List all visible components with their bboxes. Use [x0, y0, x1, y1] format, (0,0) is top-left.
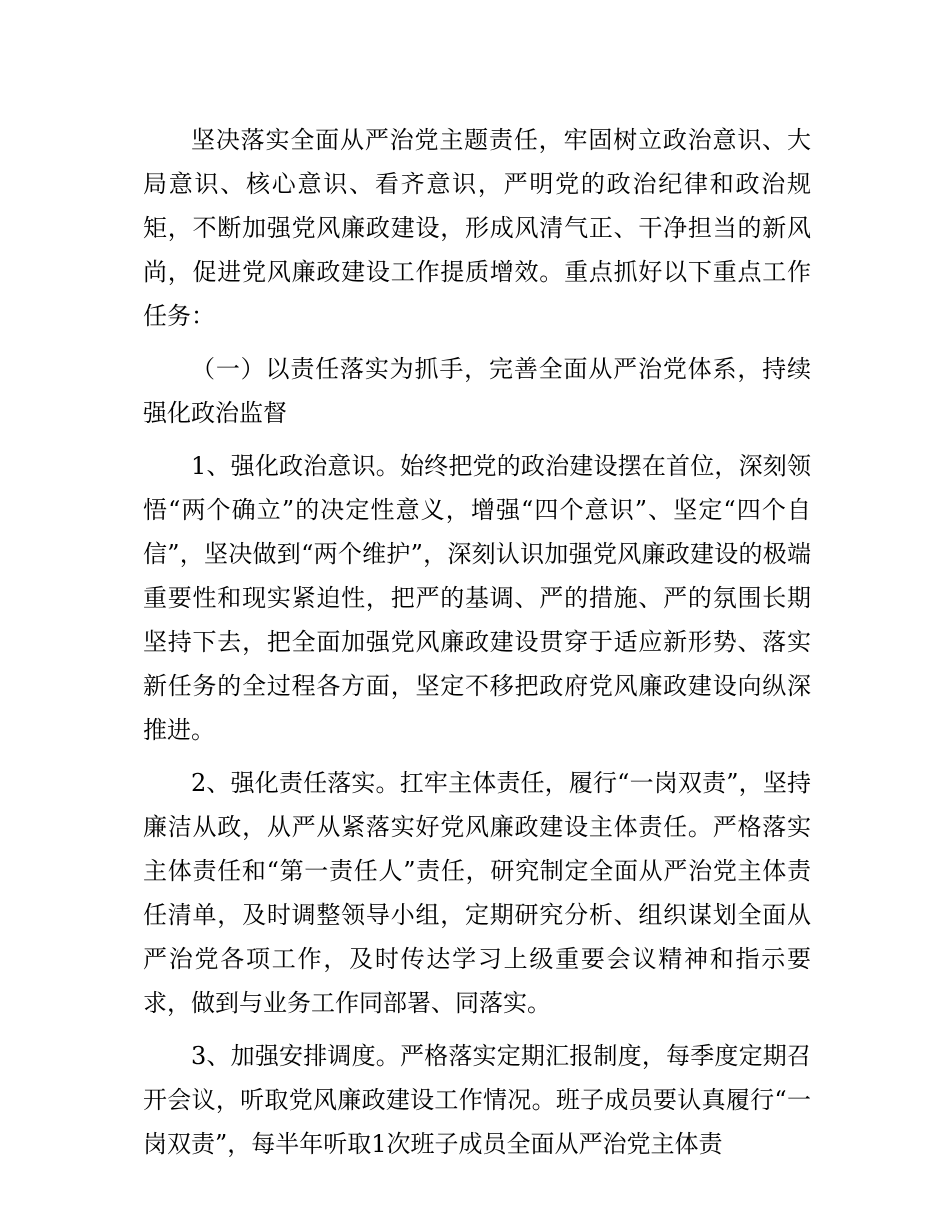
item-1-paragraph: 1、强化政治意识。始终把党的政治建设摆在首位，深刻领悟“两个确立”的决定性意义，增强“四个意识”、坚定“四个自信”，坚决做到“两个维护”，深刻认识加强党风廉政建设的极端重要性和现实紧迫性，把严的基调、严的措施、严的氛围长期坚持下去，把全面加强党风廉政建设贯穿于适应新形势、落实新任务的全过程各方面，坚定不移把政府党风廉政建设向纵深推进。 — [143, 452, 811, 744]
intro-paragraph: 坚决落实全面从严治党主题责任，牢固树立政治意识、大局意识、核心意识、看齐意识，严明党的政治纪律和政治规矩，不断加强党风廉政建设，形成风清气正、干净担当的新风尚，促进党风廉政建设工作提质增效。重点抓好以下重点工作任务： — [143, 126, 811, 330]
document-body — [143, 118, 811, 1166]
item-3-paragraph: 3、加强安排调度。严格落实定期汇报制度，每季度定期召开会议，听取党风廉政建设工作情况。班子成员要认真履行“一岗双责”，每半年听取1次班子成员全面从严治党主体责 — [143, 1042, 811, 1158]
section-heading: （一）以责任落实为抓手，完善全面从严治党体系，持续强化政治监督 — [143, 355, 811, 427]
item-2-paragraph: 2、强化责任落实。扛牢主体责任，履行“一岗双责”，坚持廉洁从政，从严从紧落实好党风廉政建设主体责任。严格落实主体责任和“第一责任人”责任，研究制定全面从严治党主体责任清单，及时调整领导小组，定期研究分析、组织谋划全面从严治党各项工作，及时传达学习上级重要会议精神和指示要求，做到与业务工作同部署、同落实。 — [143, 769, 811, 1017]
